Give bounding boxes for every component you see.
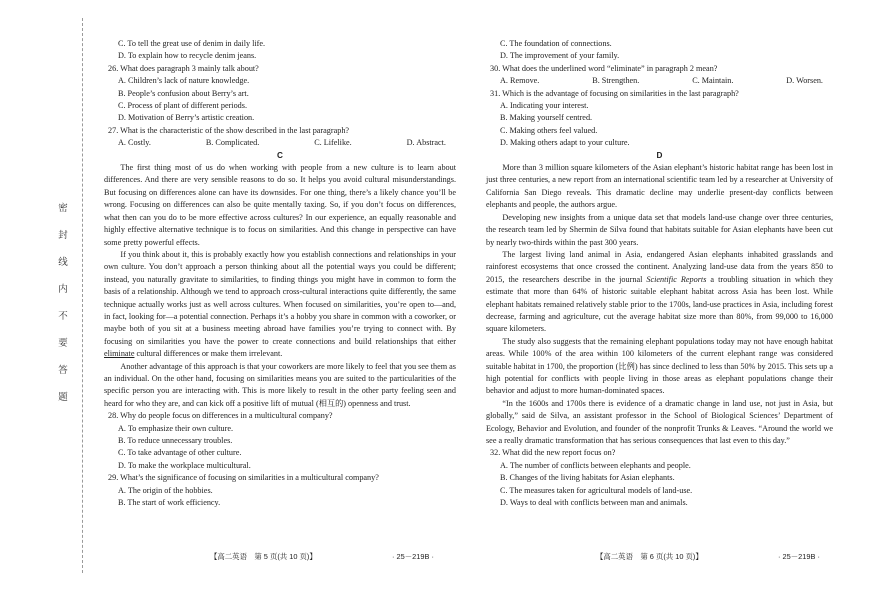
passage-d-paragraph-1: More than 3 million square kilometers of the Asian elephant’s historic habitat range has been lost in just three centuries, a new report from an international scientific team led by a researcher at University of California San Diego reveals. This dramatic decline may underlie present-day conflicts between elephants and people, the authors argue. [486, 163, 833, 210]
question-26: 26. What does paragraph 3 mainly talk about? [108, 63, 259, 73]
q29-option-c: C. The foundation of connections. [500, 39, 612, 48]
q28-option-b: B. To reduce unnecessary troubles. [118, 436, 233, 445]
q30-options [486, 75, 833, 87]
q27-option-b: B. Complicated. [205, 138, 260, 148]
q30-option-a: A. Remove. [500, 76, 540, 86]
section-heading-c: C [277, 150, 283, 160]
sidebar-char: 线 [58, 257, 68, 268]
passage-c-paragraph-2 [104, 249, 456, 361]
right-page-code: · 25－219B · [778, 552, 820, 561]
q32-option-b: B. Changes of the living habitats for Asian elephants. [500, 473, 675, 483]
sidebar-char: 内 [58, 284, 68, 295]
q32-option-a: A. The number of conflicts between elephants and people. [500, 460, 691, 470]
passage-d-paragraph-3 [486, 249, 833, 336]
passage-d-paragraph-2: Developing new insights from a unique data set that models land-use change over three centuries, the research team led by Shermin de Silva found that habitats suitable for Asian elephants have been cut by nearly two-thirds within the past 300 years. [486, 212, 833, 247]
q27-option-d: D. Abstract. [406, 138, 446, 148]
sidebar-char: 题 [58, 392, 68, 403]
sidebar-char: 不 [58, 311, 68, 322]
sidebar-char: 封 [58, 230, 68, 241]
binding-margin-line [82, 18, 83, 573]
q27-options [104, 137, 456, 149]
left-page-footer: 【高二英语 第 5 页(共 10 页)】 [210, 552, 317, 561]
q27-option-c: C. Lifelike. [314, 138, 352, 148]
q28-option-d: D. To make the workplace multicultural. [118, 460, 251, 470]
question-30: 30. What does the underlined word “eliminate” in paragraph 2 mean? [490, 63, 718, 73]
journal-title: Scientific Reports [646, 274, 707, 284]
q27-option-a: A. Costly. [118, 138, 151, 148]
right-page-footer: 【高二英语 第 6 页(共 10 页)】 [596, 552, 703, 561]
q31-option-b: B. Making yourself centred. [500, 113, 593, 123]
q30-option-d: D. Worsen. [786, 76, 823, 86]
sidebar-char: 要 [58, 338, 68, 349]
passage-c-paragraph-1: The first thing most of us do when working with people from a new culture is to learn about differences. And there are very sensible reasons to do so. It helps you avoid cultural misunderstandings. But focusing on differences alone can have its downsides. For one thing, there’s a likely chance you’ll be wrong. Focusing on differences can also be quite mentally taxing. So, if you don’t focus on differences, what then can you do to be more effective across cultures? In our experience, an equally reasonable and highly effective alternative technique is to focus on similarities. And this change in perspective can have some pretty powerful effects. [104, 163, 456, 247]
q30-option-c: C. Maintain. [692, 76, 734, 86]
q26-option-c: C. Process of plant of different periods. [118, 101, 248, 111]
q26-option-b: B. People’s confusion about Berry’s art. [118, 88, 249, 98]
sidebar-char: 答 [58, 365, 68, 376]
section-heading-d: D [656, 150, 663, 160]
q25-option-d: D. To explain how to recycle denim jeans. [118, 51, 257, 61]
question-28: 28. Why do people focus on differences in a multicultural company? [108, 411, 333, 421]
q28-option-c: C. To take advantage of other culture. [118, 448, 242, 458]
q31-option-d: D. Making others adapt to your culture. [500, 138, 630, 148]
q28-option-a: A. To emphasize their own culture. [118, 423, 234, 433]
paragraph-text: If you think about it, this is probably exactly how you establish connections and relationships in your own culture. You don’t approach a person thinking about all the potential ways you could be different; instead, you naturally gravitate to similarities, to finding things you might have in common to form the basis of a relationship. Although we tend to approach cross-cultural interactions quite differently, the same technique actually works just as well across cultures. When focused on similarities, you’re open to—and, in fact, looking for—a potential connection. Perhaps it’s a hobby you share in common with a coworker, or maybe both of you sit at a business meeting abroad have families you’re trying to connect with. By focusing on similarities you have the power to create connections and build relationships that either [104, 249, 456, 346]
question-27: 27. What is the characteristic of the show described in the last paragraph? [108, 125, 350, 135]
q31-option-a: A. Indicating your interest. [500, 101, 589, 111]
question-29: 29. What’s the significance of focusing on similarities in a multicultural company? [108, 473, 379, 483]
q29-option-a: A. The origin of the hobbies. [118, 485, 213, 495]
q29-option-b: B. The start of work efficiency. [118, 498, 221, 508]
sealing-line-notice [56, 195, 70, 411]
q25-option-c: C. To tell the great use of denim in daily life. [118, 39, 266, 48]
q30-option-b: B. Strengthen. [592, 76, 640, 86]
q29-option-d: D. The improvement of your family. [500, 51, 620, 61]
passage-d-paragraph-4: The study also suggests that the remaining elephant populations today may not have enough habitat areas. While 100% of the area within 100 kilometers of the current elephant range was considered suitable habitat in 1700, the proportion (比例) has since declined to less than 50% by 2015. This sets up a high potential for conflicts with people living in those areas as elephant populations change their behavior and adjust to more human-dominated spaces. [486, 336, 833, 396]
right-column [486, 38, 833, 509]
sidebar-char: 密 [58, 203, 68, 214]
question-31: 31. Which is the advantage of focusing on similarities in the last paragraph? [490, 88, 739, 98]
underlined-word: eliminate [104, 349, 135, 359]
paragraph-text: The largest living land animal in Asia, endangered Asian elephants inhabited grasslands and rainforest ecosystems that once crossed the continent. Analyzing land-use data from the years 850 to 2015, the researchers describe in the journal [486, 249, 833, 284]
q26-option-d: D. Motivation of Berry’s artistic creation. [118, 113, 255, 123]
paragraph-text: a troubling situation in which they estimate that more than 64% of historic suitable elephant habitat across Asia has been lost. While elephant habitats remained relatively stable prior to the 1700s, land-use practices in Asia, including forest decrease, farming and agriculture, cut the average habitat size more than 80%, from 99,000 to 16,000 square kilometers. [486, 274, 833, 334]
question-32: 32. What did the new report focus on? [490, 448, 616, 458]
passage-c-paragraph-3: Another advantage of this approach is that your coworkers are more likely to feel that you see them as an individual. On the other hand, focusing on similarities means you are suited to the particularities of the specific person you are interacting with. This is more likely to result in the other party feeling seen and heard for who they are, and can kick off a positive lift of mutual (相互的) openness and trust. [104, 361, 456, 408]
q32-option-c: C. The measures taken for agricultural models of land-use. [500, 485, 693, 495]
q31-option-c: C. Making others feel valued. [500, 125, 598, 135]
q32-option-d: D. Ways to deal with conflicts between man and animals. [500, 498, 688, 508]
left-column [104, 38, 456, 509]
passage-d-paragraph-5: “In the 1600s and 1700s there is evidence of a dramatic change in land use, not just in Asia, but globally,” said de Silva, an assistant professor in the School of Biological Sciences’ Department of Ecology, Behavior and Evolution, and founder of the nonprofit Trunks & Leaves. “Around the world we see a really dramatic transformation that has serious consequences that last even to this day.” [486, 398, 833, 445]
q26-option-a: A. Children’s lack of nature knowledge. [118, 76, 250, 86]
paragraph-text: cultural differences or make them irrelevant. [134, 349, 283, 359]
left-page-code: · 25－219B · [392, 552, 434, 561]
